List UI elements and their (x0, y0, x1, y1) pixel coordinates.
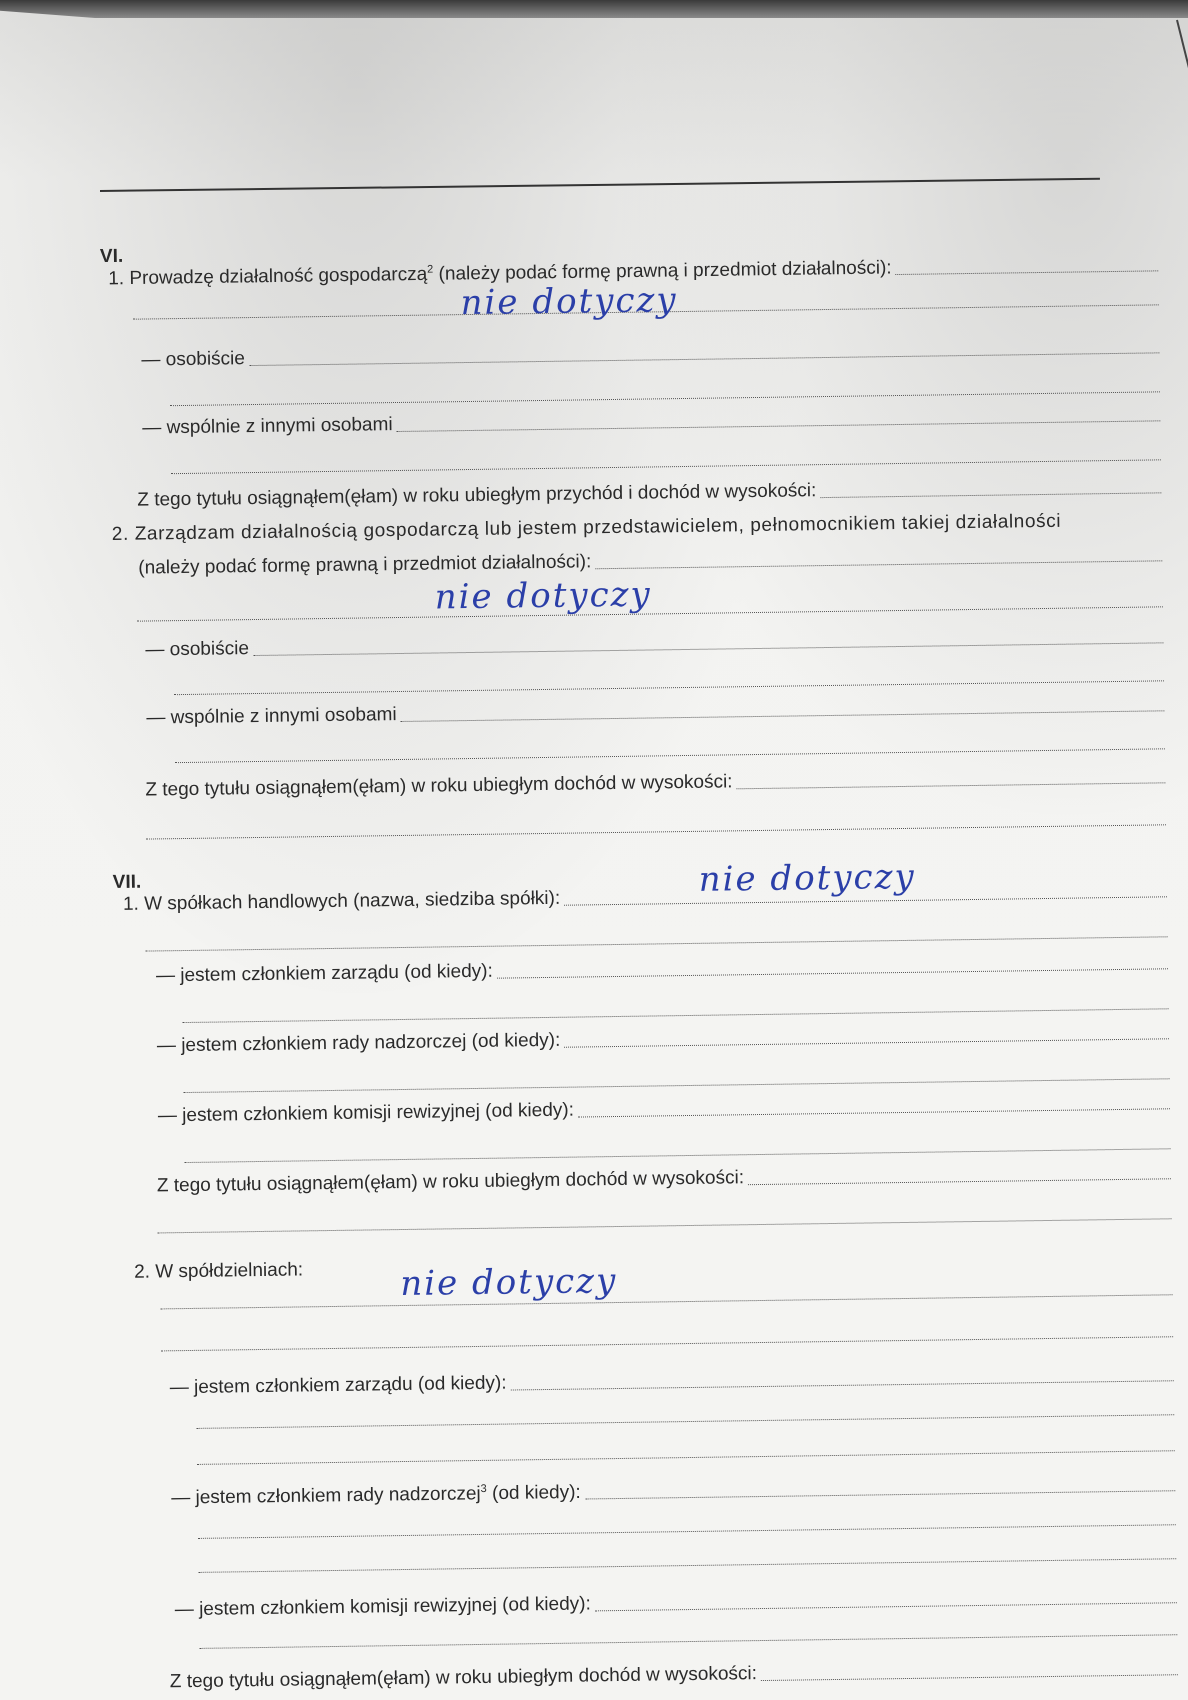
section-heading: VII. (112, 871, 142, 894)
fill-line[interactable] (197, 1449, 1175, 1465)
field-label: — jestem członkiem zarządu (od kiedy): (169, 1372, 507, 1399)
field-label: — wspólnie z innymi osobami (142, 414, 393, 439)
field-label: (należy podać formę prawną i przedmiot działalności): (138, 551, 592, 579)
form-field-row (157, 1161, 1171, 1197)
form-field-row (142, 403, 1160, 439)
form-field-row (156, 951, 1168, 987)
field-label: Z tego tytułu osiągnąłem(ęłam) w roku ubiegłym dochód w wysokości: (156, 1167, 745, 1197)
handwritten-answer: nie dotyczy (460, 280, 678, 324)
field-label: — jestem członkiem rady nadzorczej$^3$ (od kiedy): (171, 1481, 581, 1509)
fill-line[interactable] (595, 559, 1162, 569)
field-label: 2. W spółdzielniach: (133, 1259, 304, 1283)
fill-line[interactable] (199, 1633, 1177, 1649)
fill-line[interactable] (198, 1523, 1176, 1539)
field-label: 1. Prowadzę działalność gospodarczą$^2$ (należy podać formę prawną i przedmiot działalności): (108, 257, 892, 290)
fill-line[interactable] (184, 1077, 1170, 1093)
fill-line[interactable] (161, 1293, 1173, 1309)
field-label: — jestem członkiem rady nadzorczej (od kiedy): (156, 1029, 561, 1057)
field-label: — wspólnie z innymi osobami (146, 704, 397, 729)
field-label: Z tego tytułu osiągnąłem(ęłam) w roku ubiegłym przychód i dochód w wysokości: (137, 480, 817, 511)
fill-line[interactable] (249, 351, 1159, 366)
form-field-row (170, 1363, 1174, 1399)
fill-line[interactable] (585, 1490, 1175, 1500)
fill-line[interactable] (820, 491, 1161, 498)
fill-line[interactable] (761, 1673, 1178, 1681)
field-label: — osobiście (145, 638, 250, 661)
form-field-row (146, 693, 1164, 729)
form-field-row (175, 1585, 1177, 1621)
fill-line[interactable] (146, 935, 1168, 951)
fill-line[interactable] (170, 390, 1160, 406)
form-field-row (123, 879, 1167, 916)
handwritten-answer: nie dotyczy (434, 574, 652, 618)
field-label: 2. Zarządzam działalnością gospodarczą lub jestem przedstawicielem, pełnomocnikiem takiej działalności (111, 510, 1062, 546)
handwritten-answer: nie dotyczy (698, 856, 916, 900)
form-field-row (145, 625, 1163, 661)
fill-line[interactable] (253, 641, 1163, 656)
form-field-row (134, 1247, 1172, 1283)
form-field-row (137, 475, 1161, 511)
form-field-row (157, 1021, 1169, 1057)
fill-line[interactable] (161, 1335, 1173, 1351)
fill-line[interactable] (748, 1177, 1171, 1185)
fill-line[interactable] (397, 419, 1161, 432)
fill-line[interactable] (497, 967, 1168, 978)
form-field-row (171, 1473, 1175, 1509)
field-label: 1. W spółkach handlowych (nazwa, siedziba spółki): (122, 887, 561, 915)
field-label: — jestem członkiem komisji rewizyjnej (od kiedy): (174, 1593, 591, 1621)
fill-line[interactable] (564, 1037, 1169, 1047)
fill-line[interactable] (401, 709, 1165, 722)
section-heading: VI. (99, 245, 124, 268)
field-label: — jestem członkiem komisji rewizyjnej (od kiedy): (157, 1099, 575, 1127)
fill-line[interactable] (511, 1379, 1174, 1390)
fill-line[interactable] (196, 1413, 1174, 1429)
fill-line[interactable] (737, 781, 1166, 789)
form-field-row (141, 335, 1159, 371)
form-field-row (170, 1657, 1178, 1693)
fill-line[interactable] (158, 1217, 1172, 1233)
fill-line[interactable] (595, 1601, 1177, 1611)
field-label: — osobiście (141, 348, 246, 371)
fill-line[interactable] (896, 270, 1159, 276)
form-field-row (145, 765, 1165, 801)
fill-line[interactable] (183, 1007, 1169, 1023)
fill-line[interactable] (174, 679, 1164, 695)
form-field-row (158, 1091, 1170, 1127)
fill-line[interactable] (578, 1107, 1170, 1117)
fill-line[interactable] (185, 1147, 1171, 1163)
fill-line[interactable] (171, 458, 1161, 474)
fill-line[interactable] (198, 1557, 1176, 1573)
fill-line[interactable] (146, 823, 1166, 839)
field-label: Z tego tytułu osiągnąłem(ęłam) w roku ubiegłym dochód w wysokości: (145, 771, 733, 801)
field-label: Z tego tytułu osiągnąłem(ęłam) w roku ubiegłym dochód w wysokości: (169, 1663, 758, 1693)
field-label: — jestem członkiem zarządu (od kiedy): (155, 960, 493, 987)
form-field-row (112, 509, 1162, 546)
fill-line[interactable] (175, 747, 1165, 763)
handwritten-answer: nie dotyczy (400, 1261, 618, 1305)
